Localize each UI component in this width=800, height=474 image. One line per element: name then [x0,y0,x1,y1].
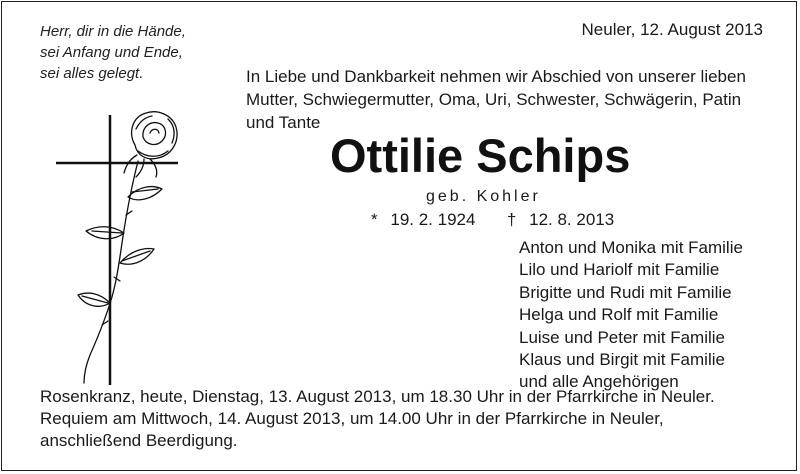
service-info [40,386,715,452]
birth-symbol: * [371,210,378,229]
death-date: 12. 8. 2013 [529,210,615,229]
motto-line: sei alles gelegt. [40,65,144,82]
deceased-name: Ottilie Schips [330,129,631,182]
mourner-line: Lilo und Hariolf mit Familie [519,260,720,280]
mourners-list [519,237,743,394]
death-symbol: † [506,210,517,229]
mourner-line: und alle Angehörigen [519,372,679,392]
intro-text [246,65,766,134]
intro-line: In Liebe und Dankbarkeit nehmen wir Abschied von unserer lieben [246,67,746,86]
motto-verse [40,21,186,84]
intro-line: und Tante [246,113,321,132]
intro-line: Mutter, Schwiegermutter, Oma, Uri, Schwester, Schwägerin, Patin [246,90,742,109]
service-line: Requiem am Mittwoch, 14. August 2013, um 14.00 Uhr in der Pfarrkirche in Neuler, [40,409,664,428]
cross-with-rose-icon [40,85,200,385]
birth-date: 19. 2. 1924 [390,210,476,229]
mourner-line: Helga und Rolf mit Familie [519,305,719,325]
service-line: Rosenkranz, heute, Dienstag, 13. August 2013, um 18.30 Uhr in der Pfarrkirche in Neuler. [40,387,715,406]
mourner-line: Anton und Monika mit Familie [519,238,743,257]
place-date: Neuler, 12. August 2013 [581,20,763,39]
mourner-line: Brigitte und Rudi mit Familie [519,282,732,302]
motto-line: Herr, dir in die Hände, [40,23,186,40]
mourner-line: Klaus und Birgit mit Familie [519,350,725,370]
mourner-line: Luise und Peter mit Familie [519,327,725,347]
motto-line: sei Anfang und Ende, [40,44,183,61]
maiden-name: geb. Kohler [426,188,541,205]
service-line: anschließend Beerdigung. [40,431,238,450]
life-dates [371,209,614,231]
